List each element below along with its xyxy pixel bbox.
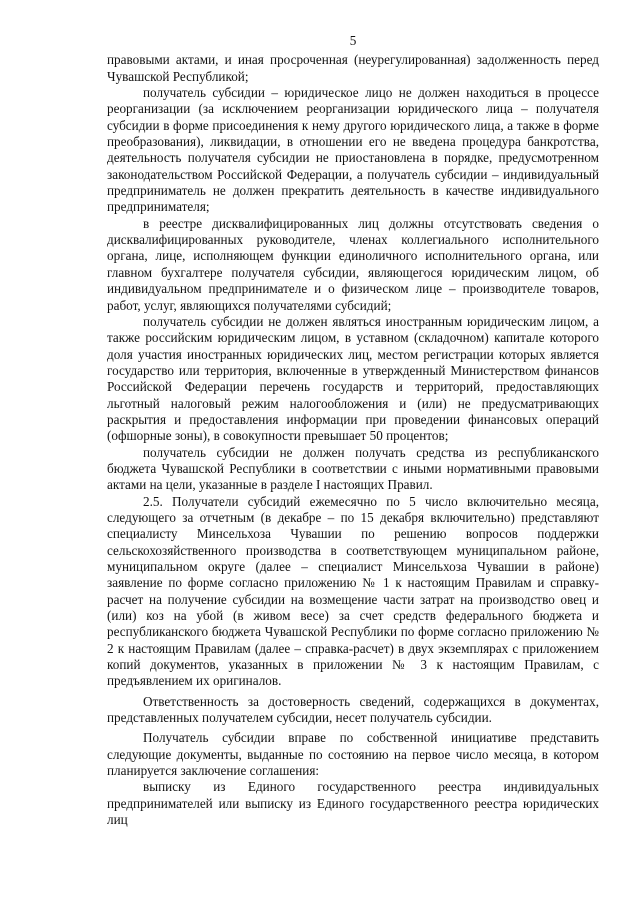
page-number: 5	[349, 33, 357, 48]
paragraph-2: получатель субсидии – юридическое лицо не должен находиться в процессе реорганизации (за исключением реорганизации юридического лица – получателя субсидии в форме присоединения к нему другого юридического лица, а также в форме преобразования), ликвидации, в отношении его не введена процедура банкротства, деятельность получателя субсидии не приостановлена в порядке, предусмотренном законодательством Российской Федерации, а получатель субсидии – индивидуальный предприниматель не должен прекратить деятельность в качестве индивидуального предпринимателя;	[107, 85, 599, 215]
paragraph-3: в реестре дисквалифицированных лиц должны отсутствовать сведения о дисквалифицированных руководителе, членах коллегиального исполнительного органа, лице, исполняющем функции единоличного исполнительного органа, или главном бухгалтере получателя субсидии, являющегося юридическим лицом, об индивидуальном предпринимателе и о физическом лице – производителе товаров, работ, услуг, являющихся получателями субсидий;	[107, 215, 599, 313]
paragraph-7: Ответственность за достоверность сведений, содержащихся в документах, представленных получателем субсидии, несет получатель субсидии.	[107, 693, 599, 726]
paragraph-5: получатель субсидии не должен получать средства из республиканского бюджета Чувашской Республики в соответствии с иными нормативными правовыми актами на цели, указанные в разделе I настоящих Правил.	[107, 444, 599, 493]
paragraph-4: получатель субсидии не должен являться иностранным юридическим лицом, а также российским юридическим лицом, в уставном (складочном) капитале которого доля участия иностранных юридических лиц, местом регистрации которых является государство или территория, включенные в утвержденный Министерством финансов Российской Федерации перечень государств и территорий, предоставляющих льготный налоговый режим налогообложения и (или) не предусматривающих раскрытия и предоставления информации при проведении финансовых операций (офшорные зоны), в совокупности превышает 50 процентов;	[107, 313, 599, 444]
document-page	[107, 33, 599, 829]
paragraph-6: 2.5. Получатели субсидий ежемесячно по 5 число включительно месяца, следующего за отчетным (в декабре – по 15 декабря включительно) представляют специалисту Минсельхоза Чувашии по решению вопросов поддержки сельскохозяйственного производства в соответствующем муниципальном районе, муниципальном округе (далее – специалист Минсельхоза Чувашии в районе) заявление по форме согласно приложению № 1 к настоящим Правилам и справку-расчет на получение субсидии на возмещение части затрат на производство овец и (или) коз на убой (в живом весе) за счет средств федерального бюджета и республиканского бюджета Чувашской Республики по форме согласно приложению № 2 к настоящим Правилам (далее – справка-расчет) в двух экземплярах с приложением копий документов, указанных в приложении № 3 к настоящим Правилам, с предъявлением их оригиналов.	[107, 493, 599, 689]
paragraph-9: выписку из Единого государственного реестра индивидуальных предпринимателей или выписку из Единого государственного реестра юридических лиц	[107, 779, 599, 828]
paragraph-8: Получатель субсидии вправе по собственной инициативе представить следующие документы, выданные по состоянию на первое число месяца, в котором планируется заключение соглашения:	[107, 730, 599, 779]
paragraph-1: правовыми актами, и иная просроченная (неурегулированная) задолженность перед Чувашской Республикой;	[107, 52, 599, 84]
